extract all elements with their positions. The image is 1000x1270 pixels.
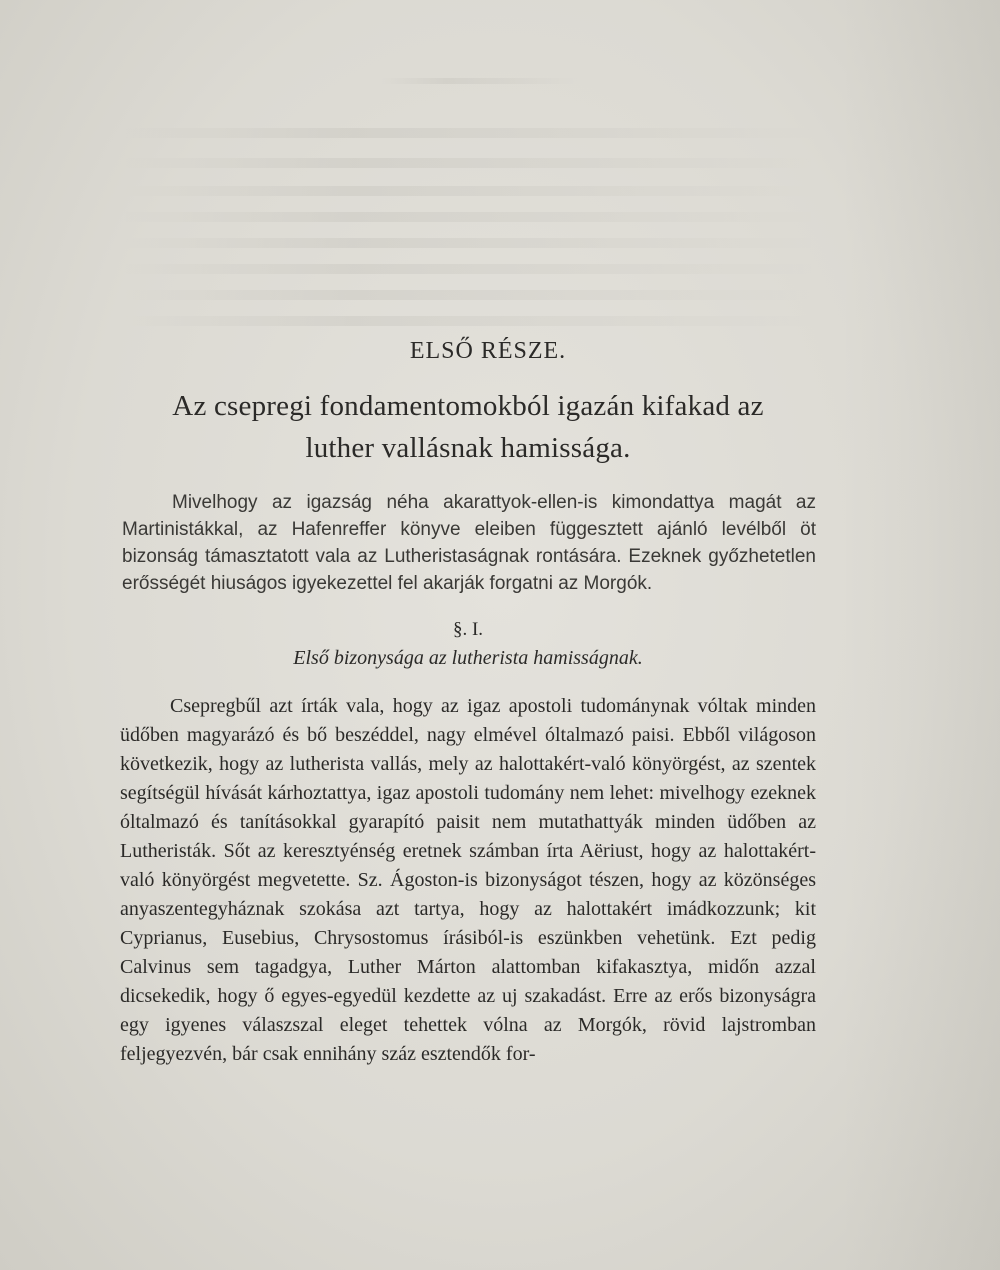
- chapter-title-line: Az csepregi fondamentomokból igazán kifakad az: [172, 390, 764, 422]
- ghost-text-line: [120, 264, 820, 274]
- ghost-text-line: [120, 158, 820, 168]
- section-title: Első bizonysága az lutherista hamisságnak.: [293, 647, 643, 669]
- section-number: §. I.: [452, 619, 484, 640]
- ghost-text-line: [380, 78, 580, 84]
- chapter-title-line: luther vallásnak hamissága.: [305, 432, 631, 464]
- ghost-text-line: [120, 290, 820, 300]
- part-title: ELSŐ RÉSZE.: [409, 338, 567, 364]
- chapter-summary: Mivelhogy az igazság néha akarattyok-ellen-is kimondattya magát az Martinistákkal, az Hafenreffer könyve eleiben függesztett ajánló levélből öt bizonság támasztatott vala az Lutheristaságnak rontására. Ezeknek győzhetetlen erősségét hiuságos igyekezettel fel akarják forgatni az Morgók.: [122, 492, 816, 594]
- ghost-text-line: [120, 212, 820, 222]
- ghost-text-line: [120, 316, 820, 326]
- ghost-text-line: [120, 128, 820, 138]
- page-edge-shadow: [840, 0, 1000, 1270]
- ghost-text-line: [120, 238, 820, 248]
- ghost-text-line: [120, 186, 820, 196]
- body-paragraph: Csepregbűl azt írták vala, hogy az igaz apostoli tudománynak vóltak minden üdőben magyarázó és bő beszéddel, nagy elmével óltalmazó paisi. Ebből világoson következik, hogy az lutherista vallás, mely az halottakért-való könyörgést, az szentek segítségül hívását kárhoztattya, igaz apostoli tudomány nem lehet: mivelhogy ezeknek óltalmazó és tanításokkal gyarapító paisit nem mutathattyák minden üdőben az Lutheristák. Sőt az keresztyénség eretnek számban írta Aëriust, hogy az halottakért-való könyörgést megvetette. Sz. Ágoston-is bizonyságot tészen, hogy az közönséges anyaszentegyháznak szokása azt tartya, hogy az halottakért imádkozzunk; kit Cyprianus, Eusebius, Chrysostomus írásiból-is eszünkben vehetünk. Ezt pedig Calvinus sem tagadgya, Luther Márton alattomban kifakasztya, midőn azzal dicsekedik, hogy ő egyes-egyedül kezdette az uj szakadást. Erre az erős bizonyságra egy igyenes válaszszal eleget tehettek vólna az Morgók, rövid lajstromban feljegyezvén, bár csak ennihány száz esztendők for-: [120, 695, 816, 1065]
- chapter-title: [118, 385, 818, 469]
- page-text-block: [118, 330, 818, 1069]
